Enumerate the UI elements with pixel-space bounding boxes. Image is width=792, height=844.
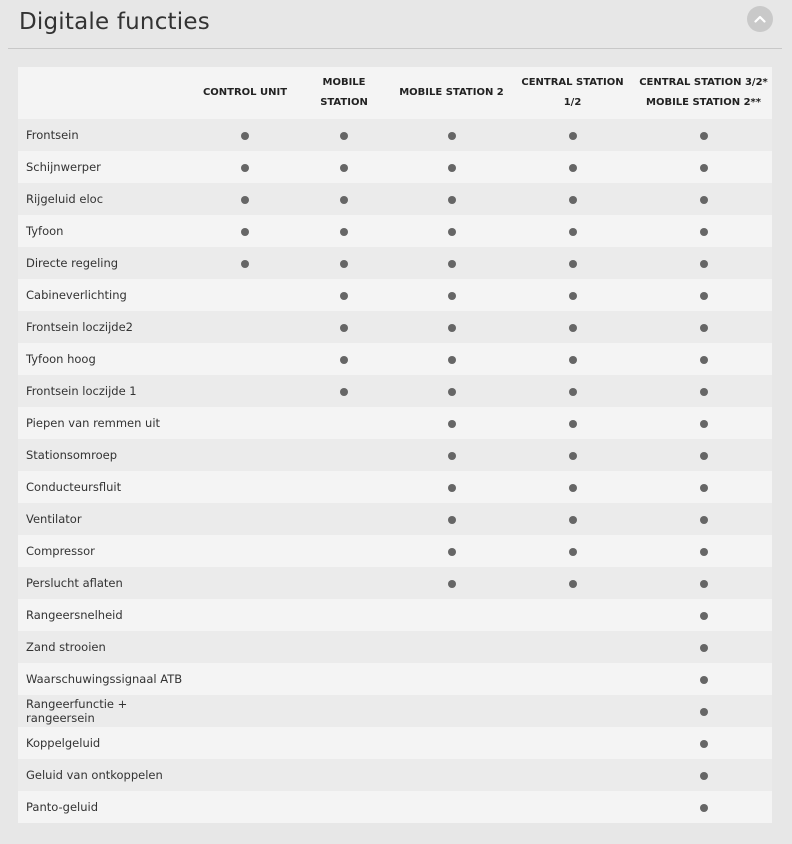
supported-dot-icon bbox=[340, 356, 348, 364]
supported-dot-icon bbox=[569, 292, 577, 300]
support-cell bbox=[295, 375, 393, 407]
supported-dot-icon bbox=[700, 388, 708, 396]
supported-dot-icon bbox=[700, 516, 708, 524]
support-cell bbox=[393, 247, 510, 279]
supported-dot-icon bbox=[340, 228, 348, 236]
support-cell bbox=[295, 279, 393, 311]
support-cell bbox=[510, 599, 635, 631]
support-cell bbox=[195, 439, 295, 471]
table-row bbox=[18, 759, 772, 791]
support-cell bbox=[295, 791, 393, 823]
support-cell bbox=[195, 343, 295, 375]
support-cell bbox=[635, 407, 772, 439]
supported-dot-icon bbox=[569, 388, 577, 396]
table-row bbox=[18, 119, 772, 151]
function-label: Panto-geluid bbox=[18, 791, 195, 823]
support-cell bbox=[295, 535, 393, 567]
support-cell bbox=[510, 311, 635, 343]
supported-dot-icon bbox=[241, 228, 249, 236]
support-cell bbox=[635, 695, 772, 727]
support-cell bbox=[195, 759, 295, 791]
support-cell bbox=[393, 119, 510, 151]
support-cell bbox=[393, 535, 510, 567]
supported-dot-icon bbox=[448, 132, 456, 140]
support-cell bbox=[393, 599, 510, 631]
supported-dot-icon bbox=[448, 260, 456, 268]
function-label: Waarschuwingssignaal ATB bbox=[18, 663, 195, 695]
support-cell bbox=[295, 215, 393, 247]
function-label: Compressor bbox=[18, 535, 195, 567]
supported-dot-icon bbox=[448, 324, 456, 332]
support-cell bbox=[393, 215, 510, 247]
support-cell bbox=[295, 567, 393, 599]
table-row bbox=[18, 151, 772, 183]
supported-dot-icon bbox=[340, 132, 348, 140]
supported-dot-icon bbox=[569, 356, 577, 364]
table-row bbox=[18, 439, 772, 471]
support-cell bbox=[295, 759, 393, 791]
header-function bbox=[18, 67, 195, 119]
supported-dot-icon bbox=[700, 452, 708, 460]
supported-dot-icon bbox=[448, 516, 456, 524]
support-cell bbox=[510, 791, 635, 823]
support-cell bbox=[393, 727, 510, 759]
function-label: Piepen van remmen uit bbox=[18, 407, 195, 439]
support-cell bbox=[635, 439, 772, 471]
table-row bbox=[18, 663, 772, 695]
support-cell bbox=[393, 311, 510, 343]
support-cell bbox=[510, 215, 635, 247]
function-label: Rijgeluid eloc bbox=[18, 183, 195, 215]
collapse-button[interactable] bbox=[747, 6, 773, 32]
support-cell bbox=[195, 727, 295, 759]
function-label: Koppelgeluid bbox=[18, 727, 195, 759]
support-cell bbox=[195, 183, 295, 215]
support-cell bbox=[635, 247, 772, 279]
table-row bbox=[18, 695, 772, 727]
supported-dot-icon bbox=[569, 164, 577, 172]
supported-dot-icon bbox=[448, 228, 456, 236]
supported-dot-icon bbox=[700, 196, 708, 204]
chevron-up-icon bbox=[754, 15, 766, 23]
table-row bbox=[18, 631, 772, 663]
supported-dot-icon bbox=[700, 356, 708, 364]
support-cell bbox=[393, 791, 510, 823]
supported-dot-icon bbox=[700, 420, 708, 428]
support-cell bbox=[393, 471, 510, 503]
supported-dot-icon bbox=[569, 580, 577, 588]
supported-dot-icon bbox=[241, 196, 249, 204]
support-cell bbox=[295, 439, 393, 471]
function-label: Geluid van ontkoppelen bbox=[18, 759, 195, 791]
support-cell bbox=[510, 727, 635, 759]
table-row bbox=[18, 535, 772, 567]
table-row bbox=[18, 311, 772, 343]
support-cell bbox=[195, 247, 295, 279]
support-cell bbox=[195, 119, 295, 151]
support-cell bbox=[510, 471, 635, 503]
support-cell bbox=[393, 375, 510, 407]
supported-dot-icon bbox=[700, 676, 708, 684]
header-central-station-3-2 bbox=[635, 67, 772, 119]
section-title: Digitale functies bbox=[19, 9, 210, 35]
table-row bbox=[18, 567, 772, 599]
support-cell bbox=[635, 727, 772, 759]
supported-dot-icon bbox=[700, 772, 708, 780]
function-label: Perslucht aflaten bbox=[18, 567, 195, 599]
support-cell bbox=[295, 631, 393, 663]
header-mobile-station-2: MOBILE STATION 2 bbox=[393, 67, 510, 119]
supported-dot-icon bbox=[569, 260, 577, 268]
supported-dot-icon bbox=[700, 612, 708, 620]
support-cell bbox=[295, 151, 393, 183]
support-cell bbox=[510, 183, 635, 215]
support-cell bbox=[393, 151, 510, 183]
support-cell bbox=[195, 151, 295, 183]
support-cell bbox=[393, 567, 510, 599]
support-cell bbox=[295, 503, 393, 535]
support-cell bbox=[510, 247, 635, 279]
supported-dot-icon bbox=[448, 356, 456, 364]
support-cell bbox=[295, 471, 393, 503]
support-cell bbox=[393, 407, 510, 439]
support-cell bbox=[195, 375, 295, 407]
support-cell bbox=[295, 247, 393, 279]
table-row bbox=[18, 599, 772, 631]
supported-dot-icon bbox=[569, 132, 577, 140]
header-mobile-station: MOBILE STATION bbox=[295, 67, 393, 119]
supported-dot-icon bbox=[700, 548, 708, 556]
table-row bbox=[18, 215, 772, 247]
support-cell bbox=[510, 759, 635, 791]
support-cell bbox=[510, 503, 635, 535]
support-cell bbox=[635, 311, 772, 343]
table-row bbox=[18, 279, 772, 311]
supported-dot-icon bbox=[569, 324, 577, 332]
header-central-station-3-2-line2: MOBILE STATION 2** bbox=[646, 97, 761, 108]
support-cell bbox=[393, 663, 510, 695]
support-cell bbox=[635, 567, 772, 599]
support-cell bbox=[510, 663, 635, 695]
support-cell bbox=[510, 631, 635, 663]
function-label: Cabineverlichting bbox=[18, 279, 195, 311]
support-cell bbox=[510, 567, 635, 599]
supported-dot-icon bbox=[340, 388, 348, 396]
table-row bbox=[18, 407, 772, 439]
support-cell bbox=[510, 279, 635, 311]
function-label: Schijnwerper bbox=[18, 151, 195, 183]
support-cell bbox=[295, 407, 393, 439]
supported-dot-icon bbox=[700, 740, 708, 748]
function-label: Stationsomroep bbox=[18, 439, 195, 471]
supported-dot-icon bbox=[700, 132, 708, 140]
support-cell bbox=[295, 695, 393, 727]
support-cell bbox=[510, 695, 635, 727]
functions-table-container bbox=[18, 67, 772, 823]
supported-dot-icon bbox=[700, 164, 708, 172]
function-label: Ventilator bbox=[18, 503, 195, 535]
supported-dot-icon bbox=[340, 292, 348, 300]
supported-dot-icon bbox=[700, 644, 708, 652]
support-cell bbox=[510, 119, 635, 151]
support-cell bbox=[510, 407, 635, 439]
support-cell bbox=[195, 631, 295, 663]
support-cell bbox=[195, 567, 295, 599]
table-body bbox=[18, 119, 772, 823]
support-cell bbox=[635, 375, 772, 407]
supported-dot-icon bbox=[340, 260, 348, 268]
support-cell bbox=[295, 663, 393, 695]
support-cell bbox=[195, 599, 295, 631]
support-cell bbox=[393, 279, 510, 311]
support-cell bbox=[635, 759, 772, 791]
supported-dot-icon bbox=[241, 260, 249, 268]
supported-dot-icon bbox=[448, 388, 456, 396]
header-central-station-1-2: CENTRAL STATION 1/2 bbox=[510, 67, 635, 119]
support-cell bbox=[295, 183, 393, 215]
table-row bbox=[18, 727, 772, 759]
support-cell bbox=[635, 663, 772, 695]
support-cell bbox=[195, 215, 295, 247]
table-row bbox=[18, 791, 772, 823]
support-cell bbox=[635, 535, 772, 567]
supported-dot-icon bbox=[569, 196, 577, 204]
supported-dot-icon bbox=[448, 196, 456, 204]
support-cell bbox=[393, 503, 510, 535]
supported-dot-icon bbox=[569, 452, 577, 460]
support-cell bbox=[393, 183, 510, 215]
support-cell bbox=[635, 791, 772, 823]
supported-dot-icon bbox=[569, 484, 577, 492]
support-cell bbox=[195, 535, 295, 567]
function-label: Directe regeling bbox=[18, 247, 195, 279]
function-label: Tyfoon bbox=[18, 215, 195, 247]
supported-dot-icon bbox=[700, 708, 708, 716]
supported-dot-icon bbox=[241, 132, 249, 140]
table-row bbox=[18, 247, 772, 279]
supported-dot-icon bbox=[448, 548, 456, 556]
support-cell bbox=[195, 311, 295, 343]
support-cell bbox=[635, 151, 772, 183]
supported-dot-icon bbox=[700, 484, 708, 492]
table-row bbox=[18, 375, 772, 407]
support-cell bbox=[635, 183, 772, 215]
support-cell bbox=[510, 535, 635, 567]
support-cell bbox=[635, 343, 772, 375]
support-cell bbox=[510, 375, 635, 407]
table-row bbox=[18, 183, 772, 215]
section-header bbox=[8, 0, 782, 49]
support-cell bbox=[635, 279, 772, 311]
header-control-unit: CONTROL UNIT bbox=[195, 67, 295, 119]
support-cell bbox=[635, 471, 772, 503]
supported-dot-icon bbox=[340, 324, 348, 332]
supported-dot-icon bbox=[448, 420, 456, 428]
support-cell bbox=[635, 503, 772, 535]
support-cell bbox=[393, 439, 510, 471]
support-cell bbox=[510, 343, 635, 375]
support-cell bbox=[393, 343, 510, 375]
support-cell bbox=[635, 215, 772, 247]
support-cell bbox=[635, 119, 772, 151]
header-central-station-3-2-line1: CENTRAL STATION 3/2* bbox=[639, 77, 768, 88]
supported-dot-icon bbox=[448, 164, 456, 172]
support-cell bbox=[393, 759, 510, 791]
support-cell bbox=[195, 791, 295, 823]
function-label: Frontsein loczijde2 bbox=[18, 311, 195, 343]
table-row bbox=[18, 503, 772, 535]
support-cell bbox=[295, 727, 393, 759]
support-cell bbox=[635, 599, 772, 631]
supported-dot-icon bbox=[448, 452, 456, 460]
supported-dot-icon bbox=[569, 516, 577, 524]
support-cell bbox=[393, 695, 510, 727]
support-cell bbox=[635, 631, 772, 663]
supported-dot-icon bbox=[700, 324, 708, 332]
table-header-row bbox=[18, 67, 772, 119]
support-cell bbox=[510, 151, 635, 183]
support-cell bbox=[195, 663, 295, 695]
function-label: Rangeerfunctie + rangeersein bbox=[18, 695, 195, 727]
function-label: Rangeersnelheid bbox=[18, 599, 195, 631]
supported-dot-icon bbox=[448, 580, 456, 588]
supported-dot-icon bbox=[700, 260, 708, 268]
supported-dot-icon bbox=[569, 228, 577, 236]
table-row bbox=[18, 471, 772, 503]
support-cell bbox=[195, 407, 295, 439]
function-label: Tyfoon hoog bbox=[18, 343, 195, 375]
supported-dot-icon bbox=[340, 164, 348, 172]
support-cell bbox=[295, 599, 393, 631]
supported-dot-icon bbox=[569, 420, 577, 428]
support-cell bbox=[295, 119, 393, 151]
supported-dot-icon bbox=[700, 580, 708, 588]
function-label: Frontsein bbox=[18, 119, 195, 151]
table-row bbox=[18, 343, 772, 375]
supported-dot-icon bbox=[700, 804, 708, 812]
support-cell bbox=[510, 439, 635, 471]
support-cell bbox=[295, 311, 393, 343]
support-cell bbox=[393, 631, 510, 663]
supported-dot-icon bbox=[448, 292, 456, 300]
functions-table bbox=[18, 67, 772, 823]
supported-dot-icon bbox=[340, 196, 348, 204]
supported-dot-icon bbox=[448, 484, 456, 492]
supported-dot-icon bbox=[241, 164, 249, 172]
function-label: Zand strooien bbox=[18, 631, 195, 663]
support-cell bbox=[195, 695, 295, 727]
support-cell bbox=[195, 503, 295, 535]
supported-dot-icon bbox=[569, 548, 577, 556]
support-cell bbox=[195, 279, 295, 311]
supported-dot-icon bbox=[700, 228, 708, 236]
support-cell bbox=[195, 471, 295, 503]
supported-dot-icon bbox=[700, 292, 708, 300]
function-label: Frontsein loczijde 1 bbox=[18, 375, 195, 407]
function-label: Conducteursfluit bbox=[18, 471, 195, 503]
support-cell bbox=[295, 343, 393, 375]
